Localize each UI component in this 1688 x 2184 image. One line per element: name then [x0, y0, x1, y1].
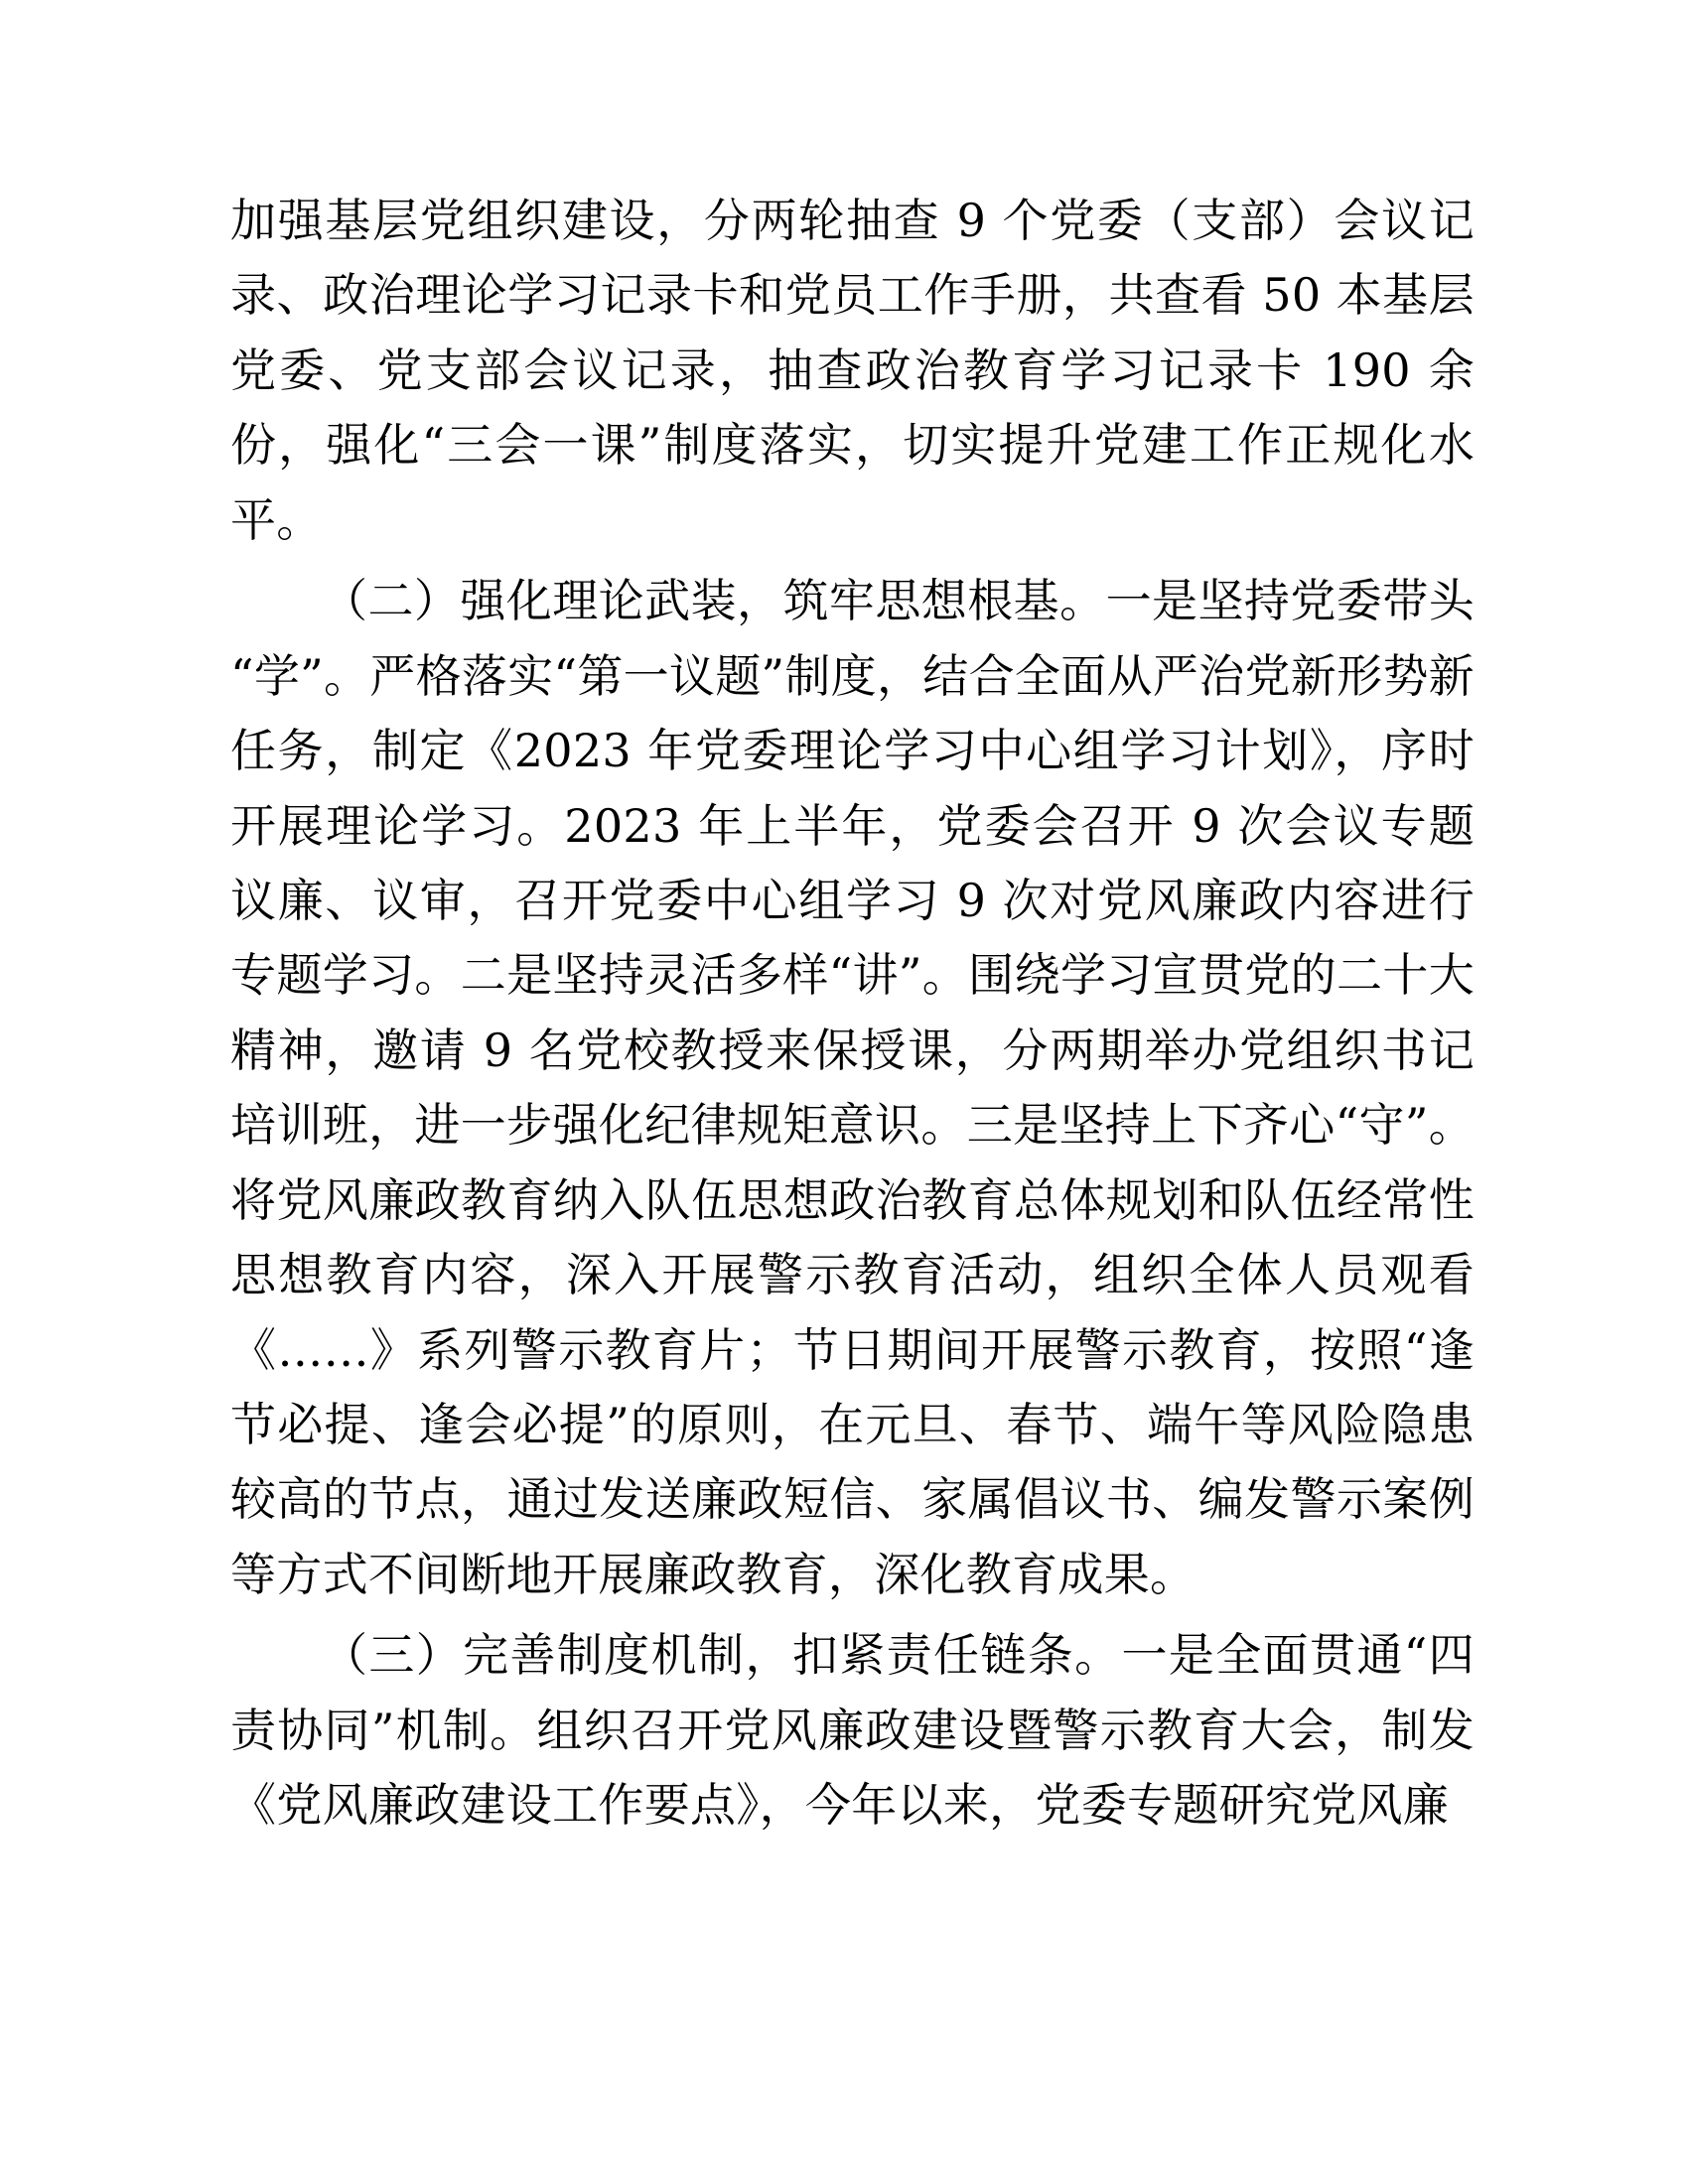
paragraph-3: （三）完善制度机制，扣紧责任链条。一是全面贯通“四责协同”机制。组织召开党风廉政建设暨警示教育大会，制发《党风廉政建设工作要点》，今年以来，党委专题研究党风廉	[230, 1628, 1475, 1833]
paragraph-1: 加强基层党组织建设，分两轮抽查 9 个党委（支部）会议记录、政治理论学习记录卡和党员工作手册，共查看 50 本基层党委、党支部会议记录，抽查政治教育学习记录卡 190 余份，强化“三会一课”制度落实，切实提升党建工作正规化水平。	[230, 194, 1475, 547]
document-body	[230, 184, 1475, 1843]
paragraph-2: （二）强化理论武装，筑牢思想根基。一是坚持党委带头“学”。严格落实“第一议题”制度，结合全面从严治党新形势新任务，制定《2023 年党委理论学习中心组学习计划》，序时开展理论学习。2023 年上半年，党委会召开 9 次会议专题议廉、议审，召开党委中心组学习 9 次对党风廉政内容进行专题学习。二是坚持灵活多样“讲”。围绕学习宣贯党的二十大精神，邀请 9 名党校教授来保授课，分两期举办党组织书记培训班，进一步强化纪律规矩意识。三是坚持上下齐心“守”。将党风廉政教育纳入队伍思想政治教育总体规划和队伍经常性思想教育内容，深入开展警示教育活动，组织全体人员观看《……》系列警示教育片；节日期间开展警示教育，按照“逢节必提、逢会必提”的原则，在元旦、春节、端午等风险隐患较高的节点，通过发送廉政短信、家属倡议书、编发警示案例等方式不间断地开展廉政教育，深化教育成果。	[230, 574, 1475, 1601]
